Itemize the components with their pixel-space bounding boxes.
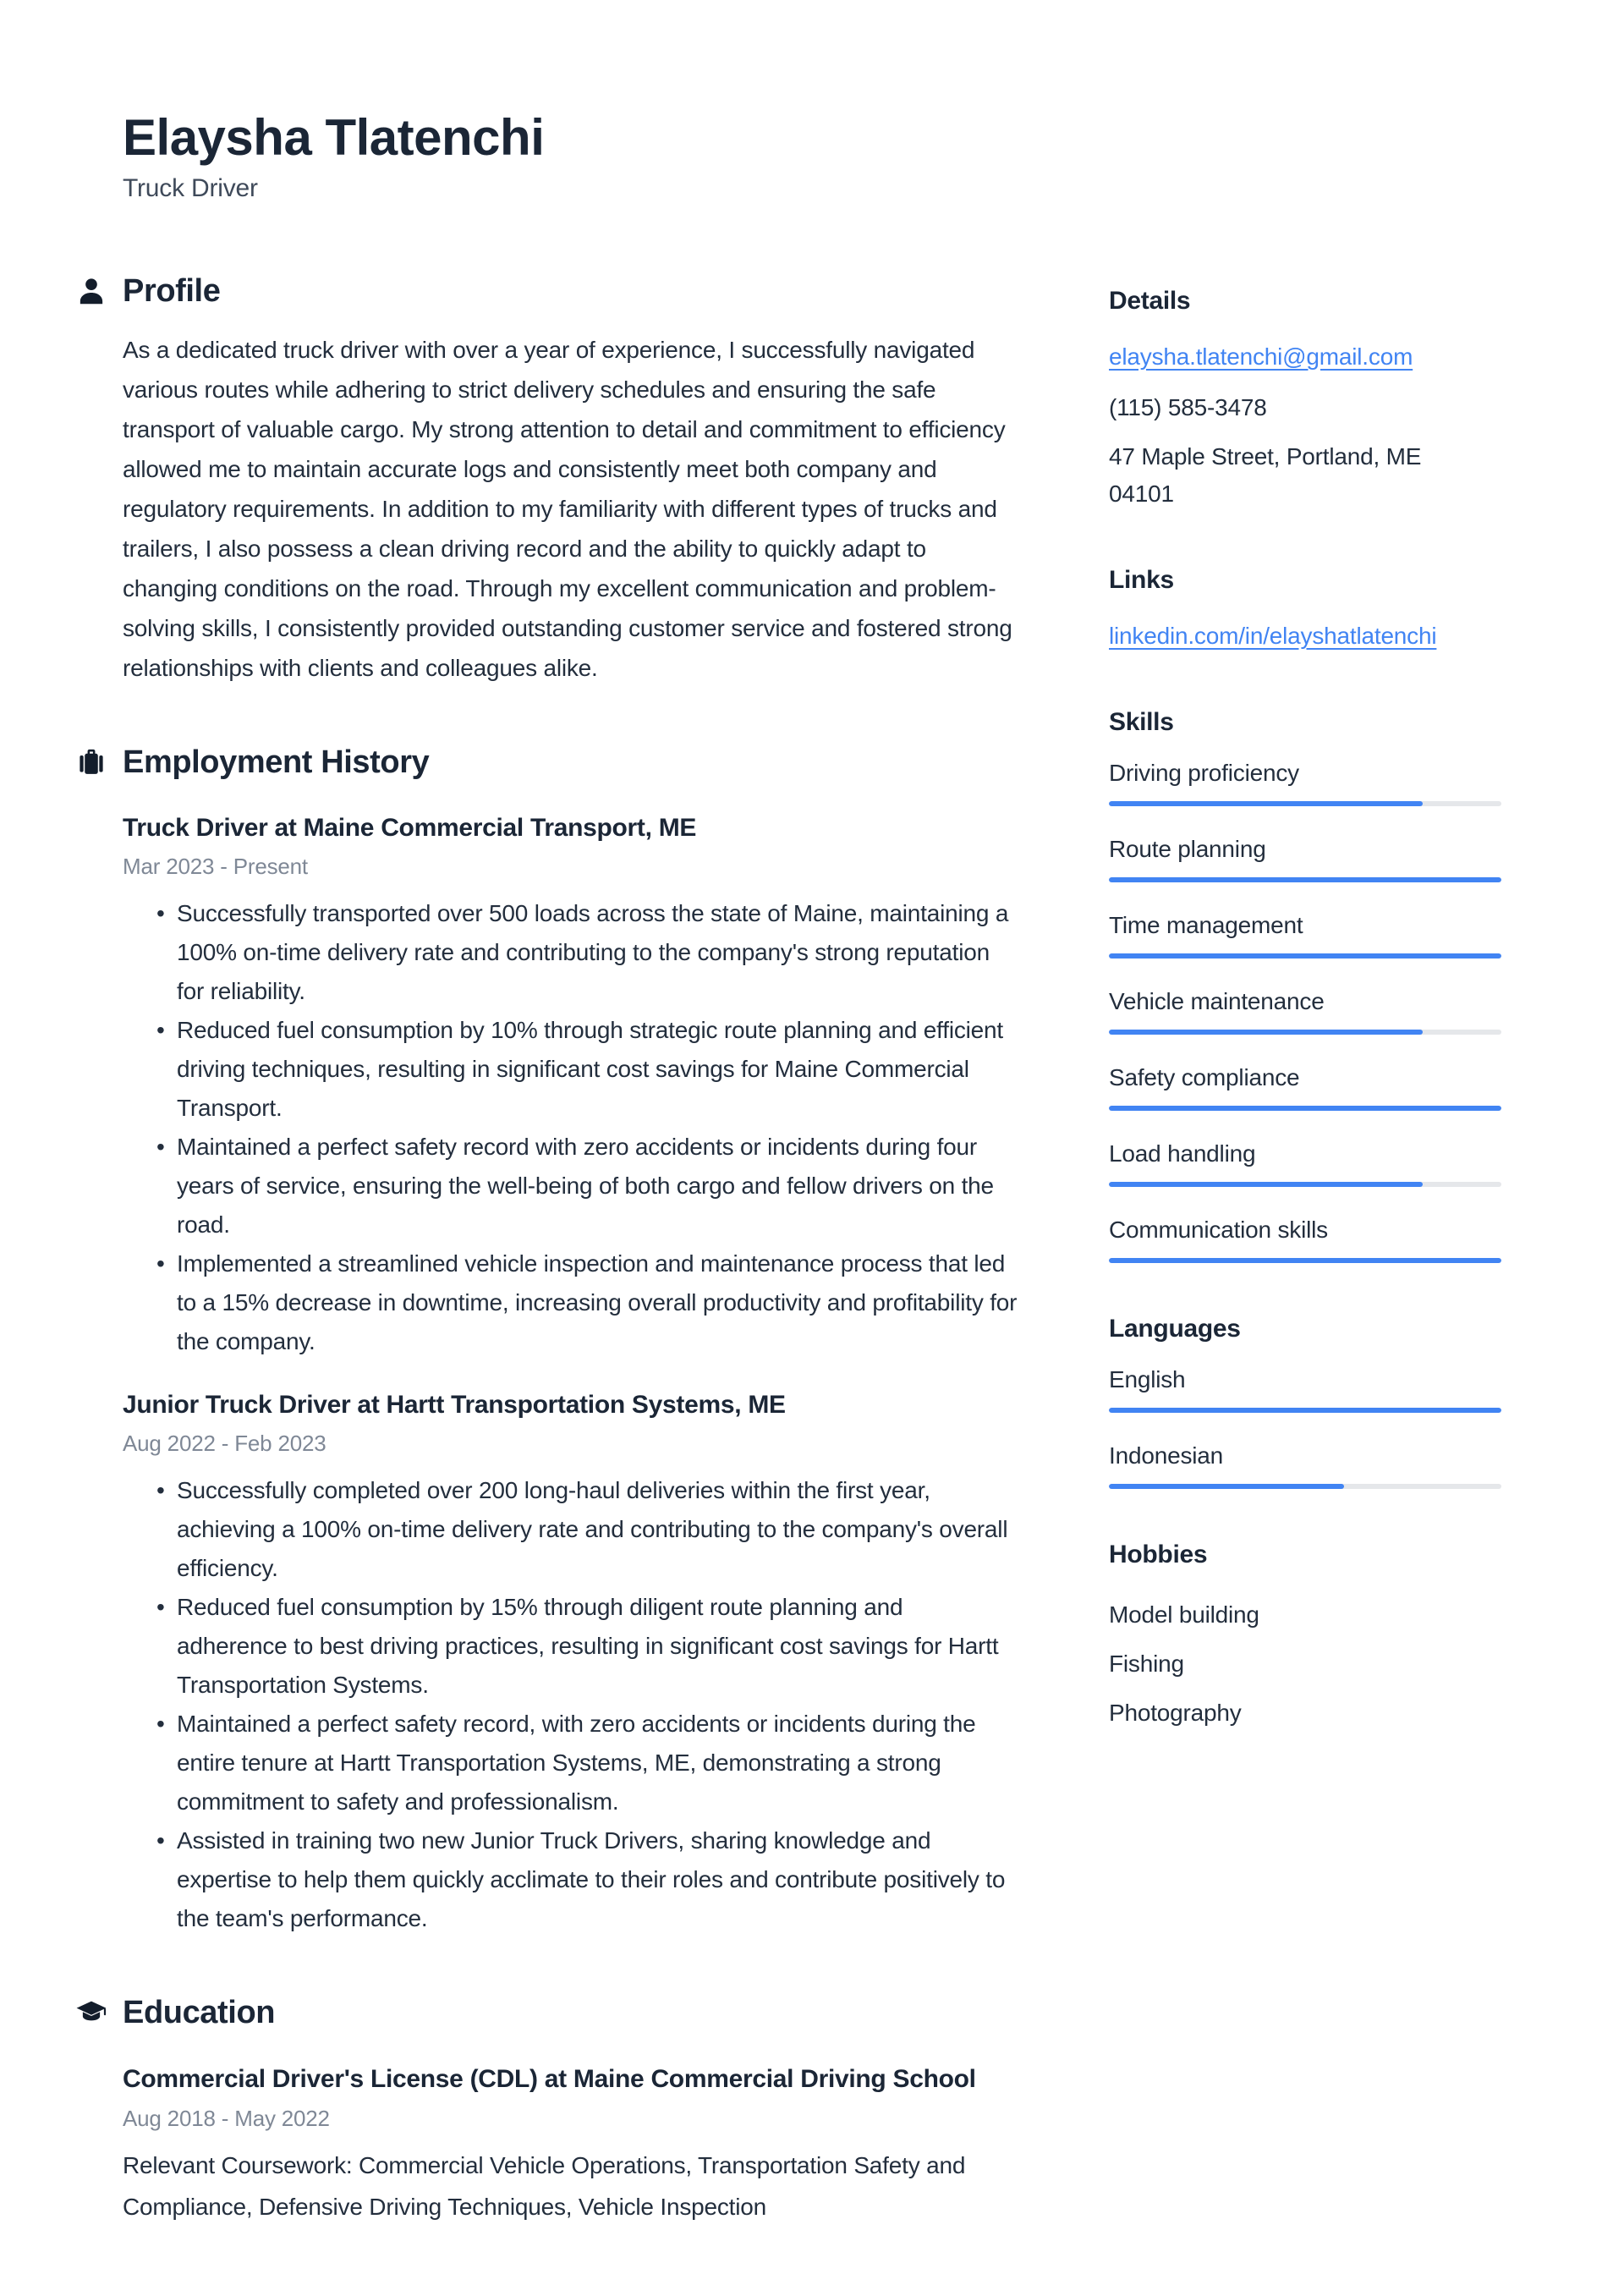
job-bullet-list bbox=[123, 1471, 1019, 1938]
skill-bar-fill bbox=[1109, 1408, 1501, 1413]
job-bullet: • Reduced fuel consumption by 10% through strategic route planning and efficient driving techniques, resulting in significant cost savings for Maine Commercial Transport. bbox=[123, 1011, 1019, 1128]
links-section bbox=[1109, 563, 1501, 656]
address-line-2: 04101 bbox=[1109, 481, 1174, 507]
skills-list bbox=[1109, 758, 1501, 1263]
education-period: Aug 2018 - May 2022 bbox=[123, 2106, 330, 2131]
job-period: Mar 2023 - Present bbox=[123, 854, 308, 879]
job-bullet: • Implemented a streamlined vehicle inspection and maintenance process that led to a 15% decrease in downtime, increasing overall productivity and profitability for the company. bbox=[123, 1244, 1019, 1361]
link-row bbox=[1109, 616, 1501, 656]
skill-item bbox=[1109, 910, 1501, 958]
hobbies-list bbox=[1109, 1590, 1501, 1738]
hobby-item: Photography bbox=[1109, 1700, 1242, 1726]
skill-bar-track bbox=[1109, 1408, 1501, 1413]
resume-header bbox=[123, 110, 1019, 205]
skill-item bbox=[1109, 758, 1501, 806]
skill-label: Load handling bbox=[1109, 1140, 1256, 1167]
languages-list bbox=[1109, 1365, 1501, 1489]
profile-heading-label: Profile bbox=[123, 273, 221, 309]
education-section bbox=[123, 1992, 1019, 2227]
skill-label: Communication skills bbox=[1109, 1217, 1328, 1243]
skill-bar-track bbox=[1109, 801, 1501, 806]
hobbies-section bbox=[1109, 1538, 1501, 1738]
address-line-1: 47 Maple Street, Portland, ME bbox=[1109, 443, 1422, 470]
email-row bbox=[1109, 337, 1501, 377]
education-degree: Commercial Driver's License (CDL) at Maine Commercial Driving School bbox=[123, 2065, 976, 2093]
skills-section bbox=[1109, 706, 1501, 1263]
skill-bar-track bbox=[1109, 1182, 1501, 1187]
job-period: Aug 2022 - Feb 2023 bbox=[123, 1431, 326, 1456]
person-icon bbox=[75, 276, 107, 308]
skill-bar-fill bbox=[1109, 801, 1423, 806]
skill-bar-track bbox=[1109, 877, 1501, 882]
jobs-list bbox=[123, 811, 1019, 1938]
skill-bar-fill bbox=[1109, 1258, 1501, 1263]
education-description: Relevant Coursework: Commercial Vehicle Operations, Transportation Safety and Compliance, Defensive Driving Techniques, Vehicle Inspection bbox=[123, 2152, 966, 2220]
links-heading: Links bbox=[1109, 566, 1174, 594]
job-bullet: • Reduced fuel consumption by 15% through diligent route planning and adherence to best driving practices, resulting in significant cost savings for Hartt Transportation Systems. bbox=[123, 1588, 1019, 1705]
job-bullet: • Maintained a perfect safety record with zero accidents or incidents during four years of service, ensuring the well-being of both cargo and fellow drivers on the road. bbox=[123, 1128, 1019, 1244]
candidate-job-title: Truck Driver bbox=[123, 174, 258, 202]
education-heading bbox=[123, 1992, 1019, 2033]
job-entry bbox=[123, 1388, 1019, 1938]
job-title: Truck Driver at Maine Commercial Transport, ME bbox=[123, 814, 697, 842]
skill-item bbox=[1109, 834, 1501, 882]
employment-section bbox=[123, 742, 1019, 1938]
language-item bbox=[1109, 1365, 1501, 1413]
job-bullet-list bbox=[123, 894, 1019, 1361]
skills-heading: Skills bbox=[1109, 708, 1174, 736]
skill-item bbox=[1109, 1139, 1501, 1187]
job-bullet: • Assisted in training two new Junior Truck Drivers, sharing knowledge and expertise to help them quickly acclimate to their roles and contribute positively to the team's performance. bbox=[123, 1821, 1019, 1938]
skill-bar-fill bbox=[1109, 1106, 1501, 1111]
job-title: Junior Truck Driver at Hartt Transportation Systems, ME bbox=[123, 1391, 786, 1419]
skill-label: Safety compliance bbox=[1109, 1064, 1300, 1090]
linkedin-link[interactable]: linkedin.com/in/elayshatlatenchi bbox=[1109, 623, 1437, 649]
skill-bar-track bbox=[1109, 1484, 1501, 1489]
job-bullet: • Successfully completed over 200 long-haul deliveries within the first year, achieving a 100% on-time delivery rate and contributing to the company's overall efficiency. bbox=[123, 1471, 1019, 1588]
skill-label: Vehicle maintenance bbox=[1109, 988, 1325, 1014]
skill-item bbox=[1109, 1215, 1501, 1263]
education-heading-label: Education bbox=[123, 1995, 276, 2030]
profile-section bbox=[123, 271, 1019, 688]
job-bullet: • Maintained a perfect safety record, with zero accidents or incidents during the entire tenure at Hartt Transportation Systems, ME, demonstrating a strong commitment to safety and professionalism. bbox=[123, 1705, 1019, 1821]
languages-heading: Languages bbox=[1109, 1315, 1241, 1343]
skill-bar-track bbox=[1109, 1258, 1501, 1263]
details-heading: Details bbox=[1109, 287, 1191, 315]
graduation-cap-icon bbox=[75, 1997, 107, 2030]
candidate-name: Elaysha Tlatenchi bbox=[123, 109, 545, 166]
skill-label: Driving proficiency bbox=[1109, 760, 1299, 786]
employment-heading bbox=[123, 742, 1019, 783]
email-link[interactable]: elaysha.tlatenchi@gmail.com bbox=[1109, 343, 1413, 370]
languages-section bbox=[1109, 1312, 1501, 1489]
skill-bar-track bbox=[1109, 1030, 1501, 1035]
phone-number: (115) 585-3478 bbox=[1109, 394, 1267, 420]
profile-heading bbox=[123, 271, 1019, 311]
skill-label: Route planning bbox=[1109, 836, 1266, 862]
job-bullet: • Successfully transported over 500 loads across the state of Maine, maintaining a 100% on-time delivery rate and contributing to the company's strong reputation for reliability. bbox=[123, 894, 1019, 1011]
skill-item bbox=[1109, 986, 1501, 1035]
hobby-item: Model building bbox=[1109, 1601, 1259, 1628]
skill-bar-fill bbox=[1109, 953, 1501, 958]
employment-heading-label: Employment History bbox=[123, 744, 430, 780]
hobbies-heading: Hobbies bbox=[1109, 1541, 1208, 1568]
sidebar bbox=[1109, 110, 1501, 2227]
skill-bar-fill bbox=[1109, 1182, 1423, 1187]
details-section bbox=[1109, 284, 1501, 514]
profile-summary: As a dedicated truck driver with over a year of experience, I successfully navigated various routes while adhering to strict delivery schedules and ensuring the safe transport of valuable cargo. My strong attention to detail and commitment to efficiency allowed me to maintain accurate logs and consistently meet both company and regulatory requirements. In addition to my familiarity with different types of trucks and trailers, I also possess a clean driving record and the ability to quickly adapt to changing conditions on the road. Through my excellent communication and problem-solving skills, I consistently provided outstanding customer service and fostered strong relationships with clients and colleagues alike. bbox=[123, 337, 1012, 681]
skill-bar-track bbox=[1109, 953, 1501, 958]
language-label: Indonesian bbox=[1109, 1442, 1224, 1469]
skill-bar-track bbox=[1109, 1106, 1501, 1111]
skill-bar-fill bbox=[1109, 877, 1501, 882]
job-entry bbox=[123, 811, 1019, 1361]
briefcase-icon bbox=[75, 747, 107, 779]
main-column bbox=[123, 110, 1019, 2227]
skill-bar-fill bbox=[1109, 1030, 1423, 1035]
language-item bbox=[1109, 1441, 1501, 1489]
hobby-item: Fishing bbox=[1109, 1651, 1184, 1677]
skill-label: Time management bbox=[1109, 912, 1303, 938]
skill-item bbox=[1109, 1063, 1501, 1111]
skill-bar-fill bbox=[1109, 1484, 1344, 1489]
language-label: English bbox=[1109, 1366, 1186, 1392]
